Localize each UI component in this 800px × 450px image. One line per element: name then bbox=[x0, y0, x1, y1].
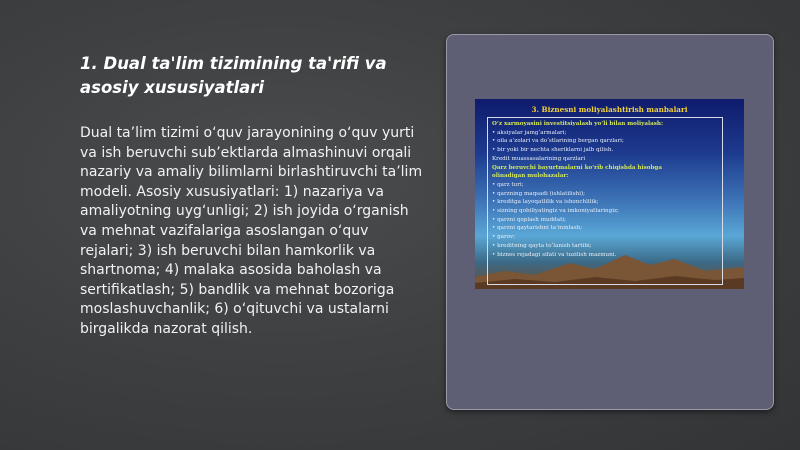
picture-frame bbox=[446, 34, 774, 410]
embedded-slide-line: • bir yoki bir nechta sheriklarni jalb qilish. bbox=[492, 147, 614, 154]
embedded-slide-line: • sizning qobiliyatingiz va imkoniyatlaringiz; bbox=[492, 208, 619, 215]
embedded-slide-line: • qarzning maqsadi (ishlatilishi); bbox=[492, 190, 586, 197]
embedded-slide-line: olinadigan mulohazalar: bbox=[492, 173, 569, 180]
embedded-slide-line: • oila a’zolari va do‘stlarining bergan qarzlari; bbox=[492, 138, 624, 145]
embedded-slide-line: • kreditning qayta to‘lanish tartibi; bbox=[492, 242, 592, 249]
embedded-slide-line: Kredit muassasalarining qarzlari bbox=[492, 155, 586, 162]
embedded-slide-line: • garov; bbox=[492, 234, 516, 241]
embedded-slide-line: • kreditga layoqatlilik va ishonchlilik; bbox=[492, 199, 599, 206]
embedded-slide-line: • aksiyalar jamg‘armalari; bbox=[492, 129, 567, 136]
embedded-slide-list bbox=[487, 117, 723, 285]
embedded-slide-line: O‘z xarmoyasini investitsiyalash yo‘li bilan moliyalash: bbox=[492, 121, 664, 127]
slide-title: 1. Dual ta'lim tizimining ta'rifi va asosiy xususiyatlari bbox=[80, 54, 387, 97]
embedded-slide-line: • qarzni qaytarishni ta’minlash; bbox=[492, 225, 583, 232]
embedded-slide-line: • biznes rejadagi sifati va tuzilish mazmuni. bbox=[492, 251, 617, 258]
embedded-slide-image bbox=[475, 99, 744, 289]
embedded-slide-line: Qarz beruvchi bayurtmalarni ko‘rib chiqishda hisobga bbox=[492, 164, 662, 171]
embedded-slide-line: • qarzni qoplash muddati; bbox=[492, 216, 567, 223]
slide-body-text: Dual ta’lim tizimi o‘quv jarayonining o‘quv yurti va ish beruvchi sub’ektlarda almashinuvi orqali nazariy va amaliy bilimlarni birlashtiruvchi ta’lim modeli. Asosiy xususiyatlari: 1) nazariya va amaliyotning uyg‘unligi; 2) ish joyida o‘rganish va mehnat vazifalariga asoslangan o‘quv rejalari; 3) ish beruvchi bilan hamkorlik va shartnoma; 4) malaka asosida baholash va sertifikatlash; 5) bandlik va mehnat bozoriga moslashuvchanlik; 6) o‘qituvchi va ustalarni birgalikda nazorat qilish. bbox=[80, 125, 423, 337]
embedded-slide-title: 3. Biznesni moliyalashtirish manbalari bbox=[531, 105, 688, 114]
embedded-slide-line: • qarz turi; bbox=[492, 181, 524, 188]
